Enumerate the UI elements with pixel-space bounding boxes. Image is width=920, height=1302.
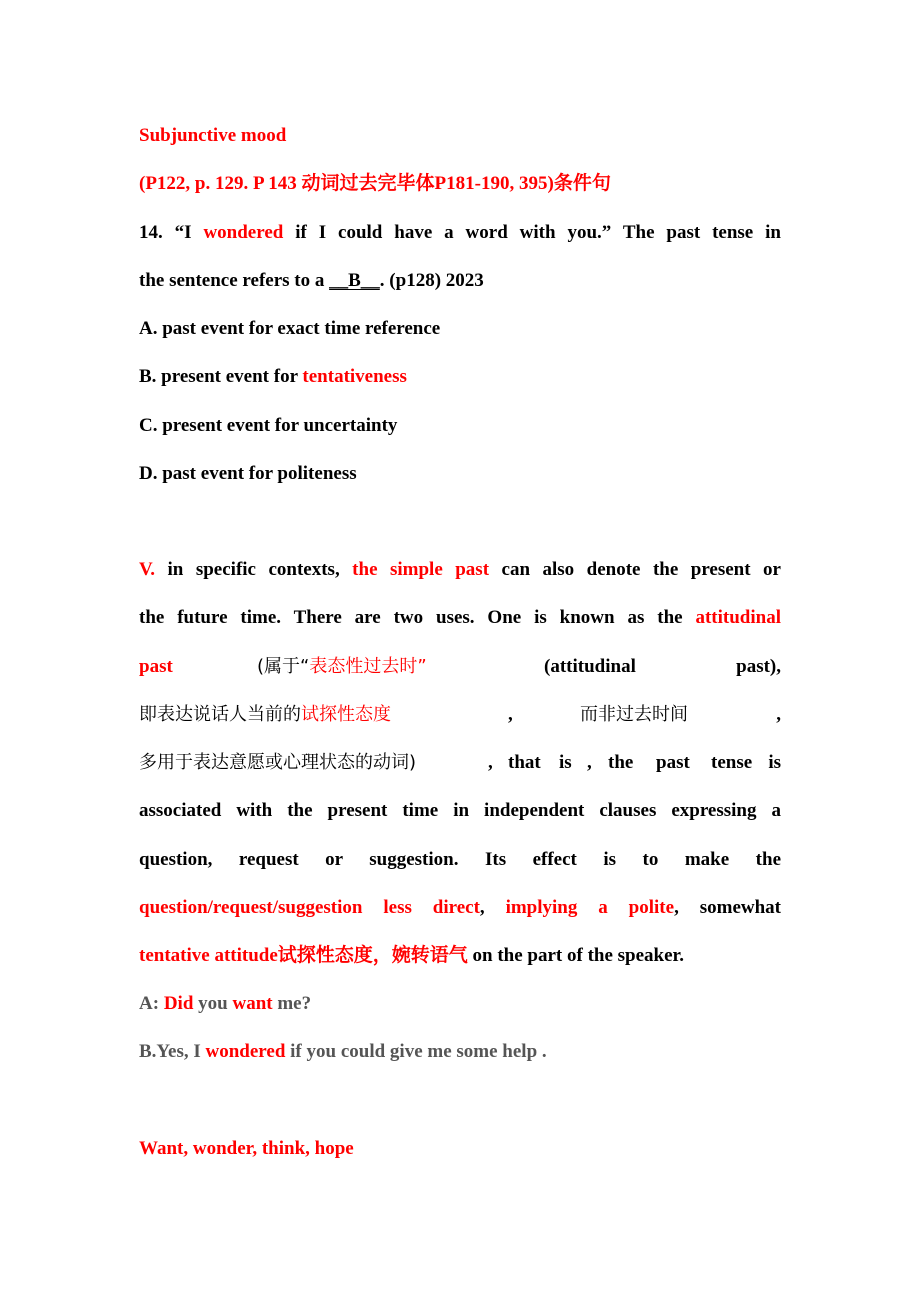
explanation-line-4 [139,703,781,727]
question-text: if I could have a word with you.” The past tense in [283,222,781,243]
explanation-line-8 [139,896,781,920]
option-c [139,414,781,438]
question-line-1 [139,221,781,245]
explanation-text: past [656,752,690,773]
page-references-text: (P122, p. 129. P 143 动词过去完毕体P181-190, 395)条件句 [139,173,611,194]
explanation-text: is [768,752,781,773]
option-d-text: D. past event for politeness [139,463,357,484]
keywords-text: Want, wonder, think, hope [139,1138,354,1159]
explanation-line-6 [139,799,781,823]
section-number: V. [139,559,156,580]
highlight-wondered-example: wondered [205,1041,286,1062]
option-b-text: B. present event for [139,366,303,387]
explanation-text: , [479,897,506,918]
example-label: B.Yes, I [139,1041,206,1062]
explanation-line-9 [139,944,781,968]
explanation-line-1 [139,558,781,582]
explanation-text: , somewhat [674,897,781,918]
question-text: 14. “I [139,222,204,243]
explanation-text: in specific contexts, [155,559,353,580]
example-text: you [193,993,233,1014]
highlight-tentativeness: tentativeness [302,366,407,387]
question-source: . (p128) 2023 [379,270,484,291]
explanation-text: the future time. There are two uses. One is known as the [139,607,696,628]
explanation-text: 而非过去时间 [580,704,688,725]
explanation-line-2 [139,606,781,630]
option-c-text: C. present event for uncertainty [139,415,398,436]
explanation-text: (attitudinal [544,656,636,677]
explanation-text: that [508,752,541,773]
highlight-chinese-term: 表态性过去时” [309,656,427,677]
page-references [139,172,781,196]
explanation-text: associated with the present time in independent clauses expressing a [139,800,781,821]
answer-blank: __B__ [329,270,380,291]
highlight-implying-polite: implying a polite [505,897,675,918]
option-d [139,462,781,486]
explanation-text: is [559,752,572,773]
keywords-line [139,1137,781,1161]
explanation-text: on the part of the speaker. [467,945,684,966]
highlight-simple-past: the simple past [352,559,490,580]
explanation-text: tense [711,752,753,773]
example-a [139,992,781,1016]
explanation-text: the [608,752,634,773]
option-a-text: A. past event for exact time reference [139,318,441,339]
highlight-less-direct: question/request/suggestion less direct [139,897,480,918]
chinese-note-open [257,655,427,679]
comma: , [587,752,592,773]
explanation-text: 即表达说话人当前的 [139,704,301,725]
highlight-tentative-attitude-2: tentative attitude试探性态度，婉转语气 [139,945,468,966]
example-b [139,1040,781,1064]
comma: , [776,704,781,725]
explanation-text: can also denote the present or [489,559,781,580]
comma: , [488,752,493,773]
section-title [139,124,781,148]
explanation-line-3 [139,655,781,679]
explanation-line-7 [139,848,781,872]
chinese-note [139,703,391,727]
highlight-wondered: wondered [203,222,284,243]
explanation-text: (属于“ [257,656,310,677]
example-text: if you could give me some help . [285,1041,547,1062]
explanation-text: question, request or suggestion. Its effect is to make the [139,849,781,870]
example-text: me? [272,993,312,1014]
section-title-text: Subjunctive mood [139,125,287,146]
question-line-2 [139,269,781,293]
highlight-want: want [232,993,273,1014]
explanation-text: 多用于表达意愿或心理状态的动词) [139,752,417,773]
explanation-line-5 [139,751,781,775]
explanation-text: past), [736,656,781,677]
comma: , [508,704,513,725]
question-text: the sentence refers to a [139,270,330,291]
option-b [139,365,781,389]
example-label: A: [139,993,164,1014]
highlight-did: Did [163,993,194,1014]
highlight-tentative-attitude: 试探性态度 [301,704,391,725]
option-a [139,317,781,341]
highlight-past: past [139,656,173,677]
highlight-attitudinal: attitudinal [695,607,781,628]
